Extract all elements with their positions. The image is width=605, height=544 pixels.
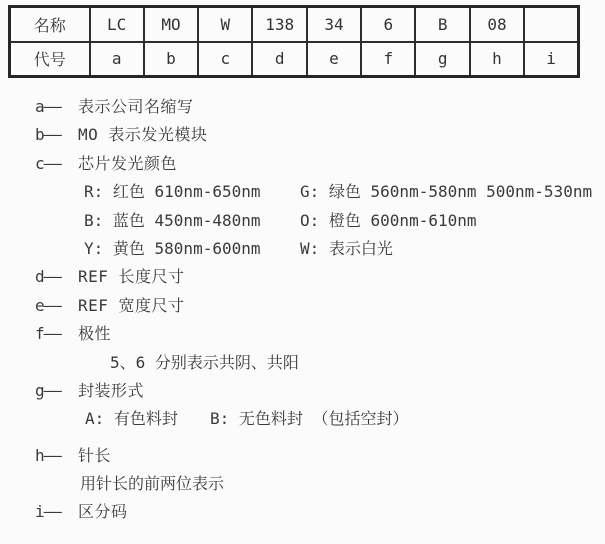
- table-cell-34: 34: [307, 7, 361, 42]
- table-cell-e: e: [307, 42, 361, 77]
- legend-text-b: MO 表示发光模块: [78, 125, 208, 145]
- color-code-line-yellow-white: [0, 235, 605, 263]
- table-cell-138: 138: [252, 7, 306, 42]
- table-cell-code-header: 代号: [10, 42, 90, 77]
- legend: [0, 93, 605, 527]
- table-cell-b2: b: [144, 42, 198, 77]
- legend-text-c: 芯片发光颜色: [78, 153, 178, 173]
- package-code-line: [0, 405, 605, 433]
- legend-key-b: b——: [35, 125, 61, 145]
- part-number-table: [8, 5, 580, 78]
- package-code-a: A: 有色料封: [85, 409, 178, 429]
- table-cell-b: B: [415, 7, 469, 42]
- color-code-orange: O: 橙色 600nm-610nm: [300, 210, 477, 230]
- legend-key-g: g——: [35, 380, 61, 400]
- color-code-line-red-green: [0, 178, 605, 206]
- color-code-blue: B: 蓝色 450nm-480nm: [84, 210, 261, 230]
- legend-text-a: 表示公司名缩写: [78, 97, 194, 116]
- package-code-b: B: 无色料封 （包括空封）: [210, 409, 409, 429]
- table-cell-d: d: [252, 42, 306, 77]
- legend-key-h: h——: [35, 445, 61, 465]
- legend-text-d: REF 长度尺寸: [78, 267, 185, 287]
- table-row-names: [10, 7, 579, 42]
- table-cell-mo: MO: [144, 7, 198, 42]
- legend-text-g: 封装形式: [78, 380, 145, 400]
- legend-line-a: [0, 93, 605, 121]
- table-cell-name-header: 名称: [10, 7, 90, 42]
- table-cell-a: a: [90, 42, 144, 77]
- table-cell-w: W: [198, 7, 252, 42]
- table-cell-c: c: [198, 42, 252, 77]
- table-cell-g: g: [415, 42, 469, 77]
- legend-line-b: [0, 121, 605, 149]
- legend-line-g: [0, 377, 605, 405]
- legend-key-e: e——: [35, 295, 61, 315]
- color-code-white: W: 表示白光: [300, 238, 393, 258]
- legend-text-e: REF 宽度尺寸: [78, 295, 185, 315]
- pin-length-note: 用针长的前两位表示: [80, 474, 225, 494]
- legend-key-i: i——: [35, 502, 61, 522]
- legend-text-h: 针长: [78, 445, 112, 465]
- legend-line-d: [0, 263, 605, 291]
- legend-key-d: d——: [35, 267, 61, 287]
- color-code-line-blue-orange: [0, 207, 605, 235]
- legend-line-c: [0, 150, 605, 178]
- color-code-yellow: Y: 黄色 580nm-600nm: [84, 238, 261, 258]
- table-cell-6: 6: [361, 7, 415, 42]
- legend-key-a: a——: [35, 97, 61, 116]
- legend-text-i: 区分码: [78, 502, 128, 522]
- legend-line-f: [0, 320, 605, 348]
- document-page: [0, 5, 605, 544]
- table-cell-08: 08: [470, 7, 524, 42]
- legend-line-i: [0, 498, 605, 526]
- table-cell-empty: [524, 7, 578, 42]
- table-cell-lc: LC: [90, 7, 144, 42]
- legend-line-e: [0, 292, 605, 320]
- table-cell-i: i: [524, 42, 578, 77]
- table-cell-h: h: [470, 42, 524, 77]
- legend-key-c: c——: [35, 153, 61, 173]
- color-code-green: G: 绿色 560nm-580nm 500nm-530nm: [300, 182, 593, 202]
- legend-text-f: 极性: [78, 324, 112, 344]
- polarity-note: 5、6 分别表示共阴、共阳: [110, 352, 299, 372]
- legend-key-f: f——: [35, 324, 61, 344]
- color-code-red: R: 红色 610nm-650nm: [84, 182, 261, 202]
- table-row-codes: [10, 42, 579, 77]
- table-cell-f: f: [361, 42, 415, 77]
- legend-line-h: [0, 442, 605, 470]
